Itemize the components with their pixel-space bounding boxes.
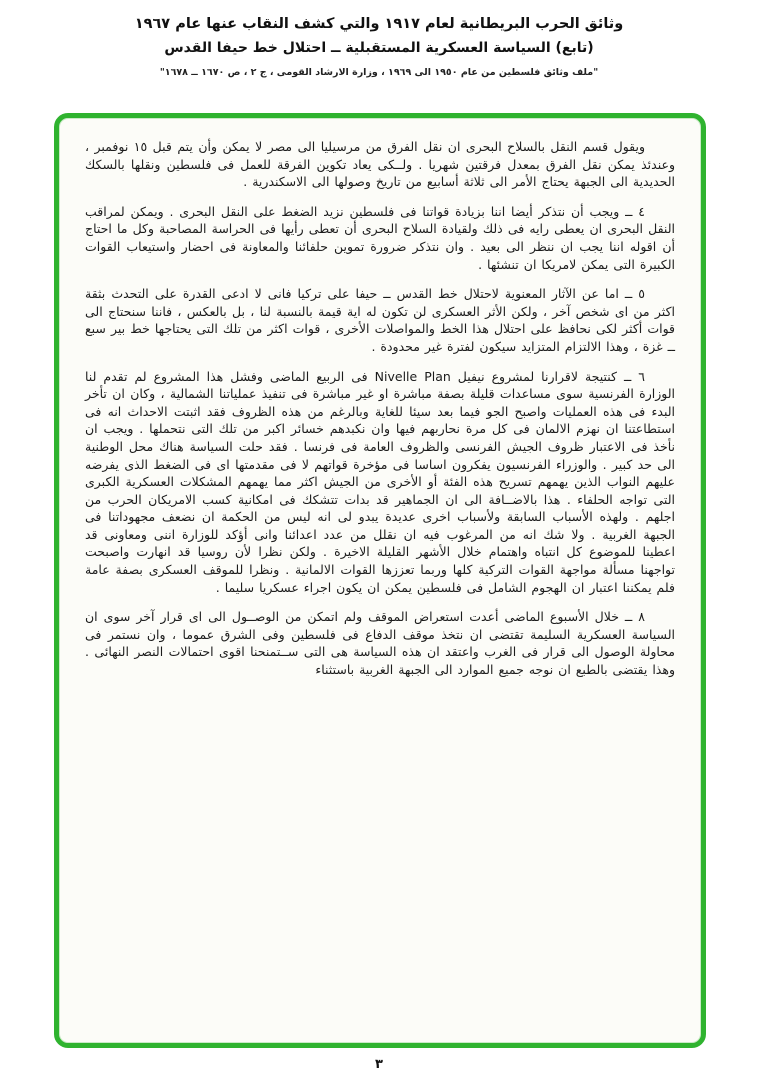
header-citation: "ملف وثائق فلسطين من عام ١٩٥٠ الى ١٩٦٩ ، وزارة الارشاد القومى ، ج ٢ ، ص ١٦٧٠ ــ ١٦٧٨" <box>159 67 599 78</box>
page-number: ٣ <box>375 1057 383 1072</box>
paragraph-8: ٨ ــ خلال الأسبوع الماضى أعدت استعراض الموقف ولم اتمكن من الوصــول الى اى قرار آخر سوى ان السياسة العسكرية السليمة تقتضى ان نتخذ موقف الدفاع فى فلسطين وفى الشرق عموما ، وان نستمر فى محاولة الوصول الى قرار فى الغرب واعتقد ان هذه السياسة هى التى ســتمنحنا اقوى احتمالات النصر النهائى . وهذا يقتضى بالطبع ان نوجه جميع الموارد الى الجبهة الغربية باستثناء <box>85 609 675 678</box>
header-title-line1: وثائق الحرب البريطانية لعام ١٩١٧ والتي كشف النقاب عنها عام ١٩٦٧ <box>134 16 624 32</box>
document-header <box>0 0 758 78</box>
header-title-line2: (تابع) السياسة العسكرية المستقبلية ــ احتلال خط حيفا القدس <box>164 40 594 56</box>
paragraph-4: ٤ ــ ويجب أن نتذكر أيضا اننا بزيادة قواتنا فى فلسطين نزيد الضغط على النقل البحرى . ويمكن لمراقب النقل البحرى ان يعطى رايه فى ذلك ولقيادة السلاح البحرى أن تعطى رأيها فى الحراسة المصاحبة وكل ما احتاج أن اقوله اننا يجب ان ننظر الى بعيد . وان نتذكر ضرورة تموين حلفائنا والمعاونة فى احضار واستيعاب القوات الكبيرة التى يمكن لامريكا ان تنشئها . <box>85 203 675 272</box>
paragraph-6: ٦ ــ كنتيجة لاقرارنا لمشروع نيفيل Nivelle Plan فى الربيع الماضى وفشل هذا المشروع لم تقدم لنا الوزارة الفرنسية سوى مساعدات قليلة بصفة مباشرة او غير مباشرة فى تنفيذ عملياتنا الشمالية ، وكان ان تأخر البدء فى هذه العمليات واصبح الجو فيما بعد سيئا للغاية وبالرغم من هذه الظروف فقد اثبتت الاحداث انه فى استطاعتنا ان نهزم الالمان فى كل مرة نحاربهم فيها وان نكبدهم خسائر اكبر من تلك التى نتحملها . ويجب ان نأخذ فى الاعتبار ظروف الجيش الفرنسى والظروف العامة فى فرنسا . فقد حلت السياسة هناك محل الوطنية الى حد كبير . والوزراء الفرنسيون يفكرون اساسا فى مؤخرة قواتهم لا فى مقدمتها اى فى الضغط الذى يفرضه عليهم النواب الذين يهمهم تسريح هذه الفئة أو الأخرى من الجيش اكثر مما يهمهم المشكلات العسكرية الكبرى التى تواجه الحلفاء . هذا بالاضــافة الى ان الجماهير قد بدات تتشكك فى امكانية كسب الامريكان الحرب من اجلهم . ولهذه الأسباب السابقة ولأسباب اخرى عديدة يبدو لى انه ليس من الحكمة ان نضعف مجهوداتنا فى الجبهة الغربية . ولا شك انه من المرغوب فيه ان نقلل من عدد اعدائنا وانى أؤكد للوزارة اننى ومعاونى قد اعطينا للموضوع كل انتباه واهتمام خلال الأشهر القليلة الاخيرة . ولكن نظرا لأن روسيا قد انهارت واصبحت تواجهنا مسألة مواجهة القوات التركية كلها وربما تعززها القوات الالمانية . ونظرا للموقف العسكرى بصفة عامة فلم يمكننا اعتبار ان الهجوم الشامل فى فلسطين يمكن ان يكون اجراء عسكريا سليما . <box>85 368 675 595</box>
document-border-box <box>54 113 706 1048</box>
paragraph-intro: ويقول قسم النقل بالسلاح البحرى ان نقل الفرق من مرسيليا الى مصر لا يمكن وأن يتم قبل ١٥ نوفمبر ، وعندئذ يمكن نقل الفرق بمعدل فرقتين شهريا . ولــكى يعاد تكوين الفرقة للعمل فى فلسطين ونقلها بالسكك الحديدية الى الجبهة يحتاج الأمر الى ثلاثة أسابيع من تاريخ وصولها الى الاسكندرية . <box>85 139 675 190</box>
paragraph-5: ٥ ــ اما عن الآثار المعنوية لاحتلال خط القدس ــ حيفا على تركيا فانى لا ادعى القدرة على التحدث بثقة اكثر من اى شخص آخر ، ولكن الأثر العسكرى لن تكون له اية قيمة بالنسبة لنا ، بل بالعكس ، فاننا سنحتاج الى قوات أكثر لكى نحافظ على احتلال هذا الخط والمواصلات الأخرى ، قوات اكثر من تلك التى يحتاجها خط بير سبع ــ غزة ، وهذا الالتزام المتزايد سيكون لفترة غير محدودة . <box>85 286 675 354</box>
